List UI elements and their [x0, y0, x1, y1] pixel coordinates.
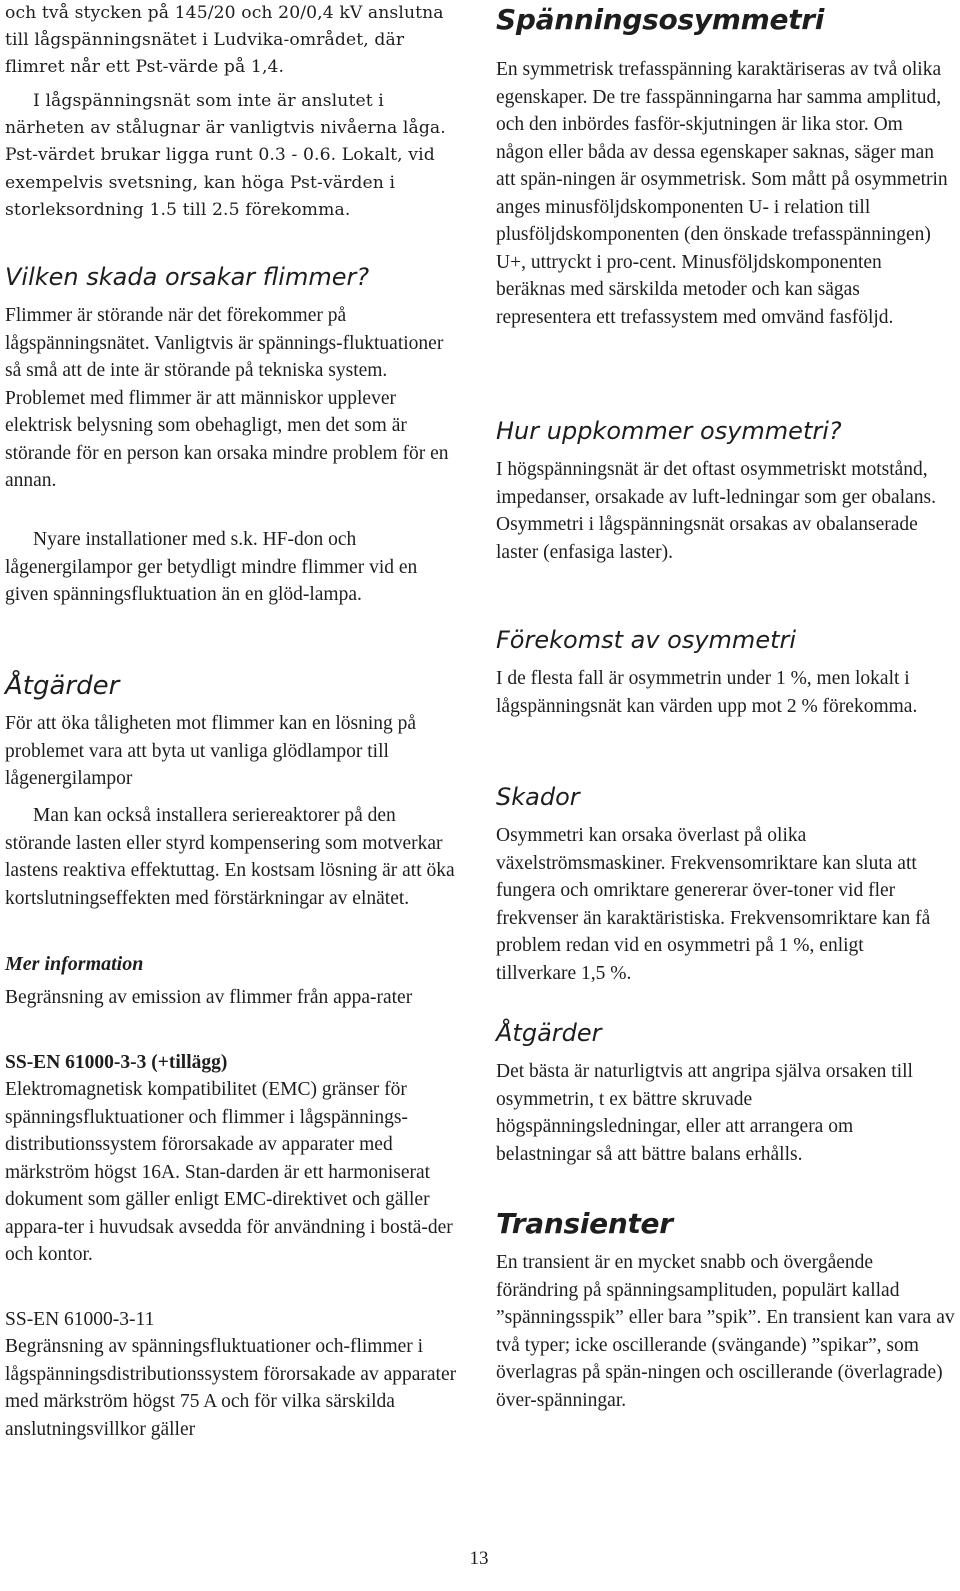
new-installations-paragraph: Nyare installationer med s.k. HF-don och lågenergilampor ger betydligt mindre flimmer vid en given spänningsfluktuation än en glöd-lampa. [5, 529, 418, 605]
damage-paragraph: Osymmetri kan orsaka överlast på olika växelströmsmaskiner. Frekvensomriktare kan sluta att fungera och omriktare genererar över-toner vid fler frekvenser än karaktäristiska. Frekvensomriktare kan få problem redan vid en osymmetri på 1 %, enligt tillverkare 1,5 %. [496, 825, 931, 984]
heading-asymmetry-origin: Hur uppkommer osymmetri? [496, 417, 842, 445]
intro-paragraph-1: och två stycken på 145/20 och 20/0,4 kV anslutna till lågspänningsnätet i Ludvika-området, där flimret når ett Pst-värde på 1,4. [5, 3, 444, 78]
standard-text-61000-3-3: Elektromagnetisk kompatibilitet (EMC) gränser för spänningsfluktuationer och flimmer i lågspännings- distributionssystem förorsakade av apparater med märkström högst 16A. Stan-darden är ett harmoniserat dokument som gäller enligt EMC-direktivet och gäller appara-ter i huvudsak avsedda för användning i bostä-der och kontor. [5, 1079, 453, 1265]
heading-more-information: Mer information [5, 953, 144, 975]
asymmetry-measures-paragraph: Det bästa är naturligtvis att angripa själva orsaken till osymmetrin, t ex bättre skruvade högspänningsledningar, eller att arrangera om belastningar så att bättre balans erhålls. [496, 1061, 913, 1165]
asymmetry-paragraph: En symmetrisk trefasspänning karaktäriseras av två olika egenskaper. De tre fasspänningarna har samma amplitud, och den inbördes fasför-skjutningen är lika stor. Om någon eller båda av dessa egenskaper saknas, säger man att spän-ningen är osymmetrisk. Som mått på osymmetrin anges minusföljdskomponenten U- i relation till plusföljdskomponenten (den önskade trefasspänningen) U+, uttryckt i pro-cent. Minusföljdskomponenten beräknas med särskilda metoder och kan sägas representera ett trefassystem med omvänd fasföljd. [496, 59, 948, 328]
heading-asymmetry-measures: Åtgärder [496, 1019, 602, 1047]
measures-paragraph-1: För att öka tåligheten mot flimmer kan en lösning på problemet vara att byta ut vanliga glödlampor till lågenergilampor [5, 713, 417, 789]
heading-voltage-asymmetry: Spänningsosymmetri [496, 3, 825, 36]
heading-damage: Skador [496, 783, 580, 811]
asymmetry-origin-paragraph: I högspänningsnät är det oftast osymmetriskt motstånd, impedanser, orsakade av luft-ledningar som ger obalans. Osymmetri i lågspänningsnät orsakas av obalanserade laster (enfasiga laster). [496, 459, 936, 563]
page-number: 13 [469, 1548, 489, 1569]
standard-text-61000-3-11: Begränsning av spänningsfluktuationer och-flimmer i lågspänningsdistributionssystem förorsakade av apparater med märkström högst 75 A och för vilka särskilda anslutningsvillkor gäller [5, 1336, 457, 1440]
heading-transients: Transienter [496, 1207, 673, 1240]
transients-paragraph: En transient är en mycket snabb och övergående förändring på spänningsamplituden, populärt kallad ”spänningsspik” eller bara ”spik”. En transient kan vara av två typer; icke oscillerande (svängande) ”spikar”, som överlagras på spän-ningen och oscillerande (överlagrade) över-spänningar. [496, 1252, 955, 1411]
heading-asymmetry-occurrence: Förekomst av osymmetri [496, 626, 797, 654]
intro-paragraph-2: I lågspänningsnät som inte är anslutet i närheten av stålugnar är vanligtvis nivåerna låga. Pst-värdet brukar ligga runt 0.3 - 0.6. Lokalt, vid exempelvis svetsning, kan höga Pst-värden i storleksordning 1.5 till 2.5 förekomma. [5, 91, 446, 220]
asymmetry-occurrence-paragraph: I de flesta fall är osymmetrin under 1 %, men lokalt i lågspänningsnät kan värden upp mot 2 % förekomma. [496, 668, 918, 717]
heading-flicker-measures: Åtgärder [5, 671, 120, 701]
flicker-damage-paragraph: Flimmer är störande när det förekommer på lågspänningsnätet. Vanligtvis är spännings-fluktuationer så små att de inte är störande på tekniska system. Problemet med flimmer är att människor upplever elektrisk belysning som obehagligt, men det som är störande för en person kan orsaka mindre problem för en annan. [5, 305, 449, 491]
measures-paragraph-2: Man kan också installera seriereaktorer på den störande lasten eller styrd kompensering som motverkar lastens reaktiva effektuttag. En kostsam lösning är att öka kortslutningseffekten med förstärkningar av elnätet. [5, 805, 455, 909]
standard-title-61000-3-11: SS-EN 61000-3-11 [5, 1309, 155, 1330]
more-info-paragraph: Begränsning av emission av flimmer från appa-rater [5, 987, 413, 1008]
heading-flicker-damage: Vilken skada orsakar flimmer? [5, 263, 370, 291]
standard-title-61000-3-3: SS-EN 61000-3-3 (+tillägg) [5, 1052, 228, 1073]
